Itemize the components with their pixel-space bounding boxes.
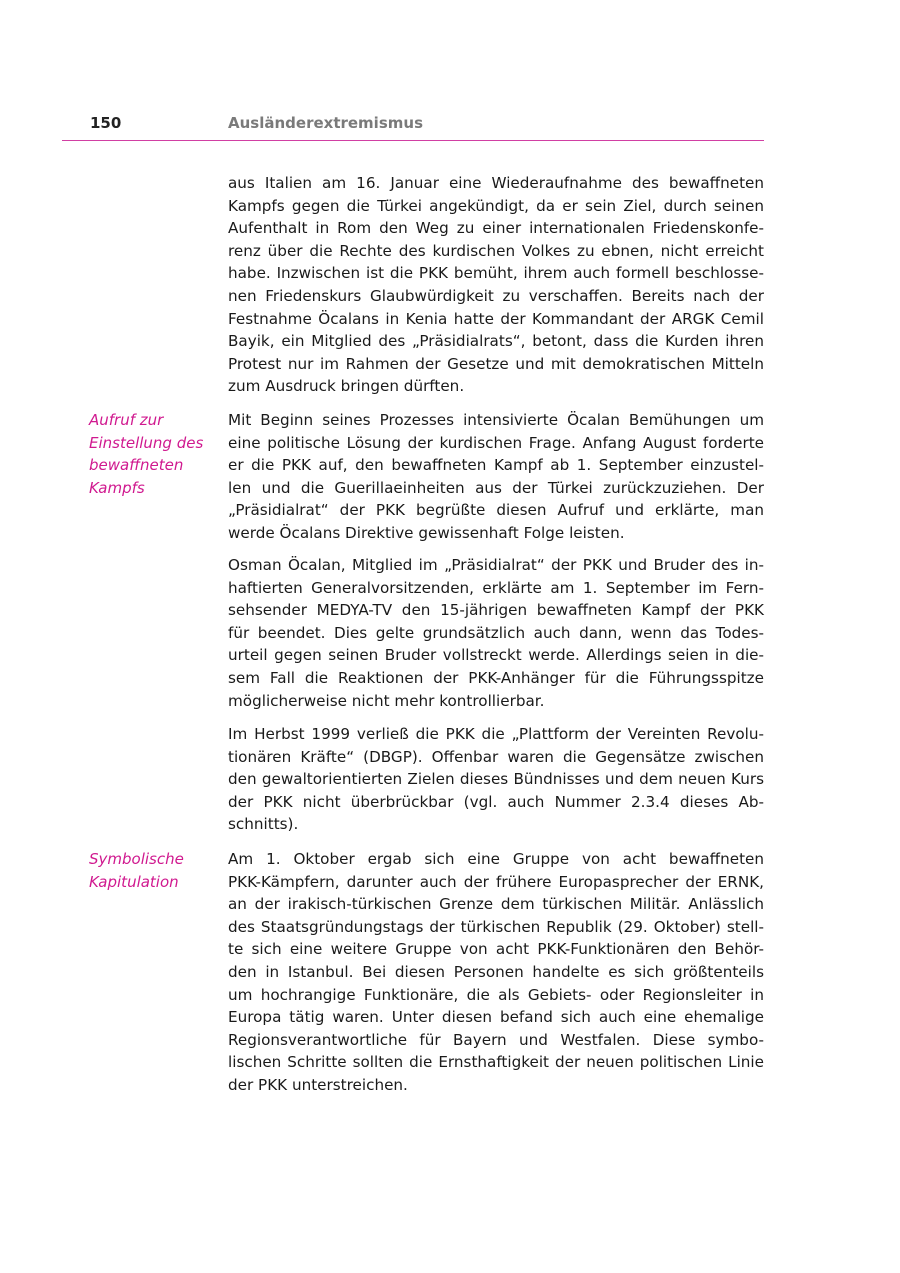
text-line: Am 1. Oktober ergab sich eine Gruppe von acht bewaffneten xyxy=(228,850,764,868)
text-line: den in Istanbul. Bei diesen Personen handelte es sich größtenteils xyxy=(228,962,764,981)
text-line: Regionsverantwortliche für Bayern und Westfalen. Diese symbo- xyxy=(228,1030,764,1049)
text-line: Europa tätig waren. Unter diesen befand sich auch eine ehemalige xyxy=(228,1008,764,1027)
text-line: für beendet. Dies gelte grundsätzlich auch dann, wenn das Todes- xyxy=(228,623,764,642)
text-line: Bayik, ein Mitglied des „Präsidialrats“, betont, dass die Kurden ihren xyxy=(228,332,764,351)
text-line: aus Italien am 16. Januar eine Wiederaufnahme des bewaffneten xyxy=(228,174,764,192)
text-line: sehsender MEDYA-TV den 15-jährigen bewaffneten Kampf der PKK xyxy=(228,601,764,620)
text-line: werde Öcalans Direktive gewissenhaft Folge leisten. xyxy=(228,523,625,542)
text-line: te sich eine weitere Gruppe von acht PKK-Funktionären den Behör- xyxy=(228,940,764,959)
paragraph-1 xyxy=(228,172,764,398)
text-line: Mit Beginn seines Prozesses intensivierte Öcalan Bemühungen um xyxy=(228,411,764,429)
text-line: um hochrangige Funktionäre, die als Gebiets- oder Regionsleiter in xyxy=(228,985,764,1004)
text-line: len und die Guerillaeinheiten aus der Türkei zurückzuziehen. Der xyxy=(228,478,764,497)
text-line: eine politische Lösung der kurdischen Frage. Anfang August forderte xyxy=(228,433,764,452)
text-line: Osman Öcalan, Mitglied im „Präsidialrat“ der PKK und Bruder des in- xyxy=(228,556,764,574)
margin-note-line: Aufruf zur xyxy=(89,411,164,429)
text-line: Aufenthalt in Rom den Weg zu einer internationalen Friedenskonfe- xyxy=(228,219,764,238)
page-header xyxy=(62,114,764,141)
text-line: PKK-Kämpfern, darunter auch der frühere Europasprecher der ERNK, xyxy=(228,872,764,891)
text-line: haftierten Generalvorsitzenden, erklärte am 1. September im Fern- xyxy=(228,578,764,597)
text-line: Kampfs gegen die Türkei angekündigt, da er sein Ziel, durch seinen xyxy=(228,196,764,215)
text-line: der PKK unterstreichen. xyxy=(228,1075,408,1094)
text-line: Protest nur im Rahmen der Gesetze und mit demokratischen Mitteln xyxy=(228,354,764,373)
margin-note-line: Kampfs xyxy=(89,478,145,497)
text-line: des Staatsgründungstags der türkischen Republik (29. Oktober) stell- xyxy=(228,917,764,936)
text-line: schnitts). xyxy=(228,815,299,834)
text-line: zum Ausdruck bringen dürften. xyxy=(228,377,465,396)
text-line: möglicherweise nicht mehr kontrollierbar. xyxy=(228,691,545,710)
text-line: er die PKK auf, den bewaffneten Kampf ab 1. September einzustel- xyxy=(228,456,764,475)
paragraph-2 xyxy=(228,409,764,545)
paragraph-4 xyxy=(228,723,764,836)
paragraph-5 xyxy=(228,848,764,1097)
margin-note-kapitulation xyxy=(89,848,209,893)
paragraph-3 xyxy=(228,554,764,712)
text-line: Festnahme Öcalans in Kenia hatte der Kommandant der ARGK Cemil xyxy=(228,309,764,328)
text-line: tionären Kräfte“ (DBGP). Offenbar waren die Gegensätze zwischen xyxy=(228,747,764,766)
running-title: Ausländerextremismus xyxy=(228,114,423,132)
margin-note-line: Symbolische xyxy=(89,850,184,868)
margin-note-line: bewaffneten xyxy=(89,456,184,475)
text-line: an der irakisch-türkischen Grenze dem türkischen Militär. Anlässlich xyxy=(228,895,764,914)
text-line: Im Herbst 1999 verließ die PKK die „Plattform der Vereinten Revolu- xyxy=(228,725,764,743)
page-number: 150 xyxy=(90,114,122,132)
text-line: sem Fall die Reaktionen der PKK-Anhänger für die Führungsspitze xyxy=(228,668,764,687)
text-line: lischen Schritte sollten die Ernsthaftigkeit der neuen politischen Linie xyxy=(228,1053,764,1072)
margin-note-line: Kapitulation xyxy=(89,872,179,891)
text-line: nen Friedenskurs Glaubwürdigkeit zu verschaffen. Bereits nach der xyxy=(228,286,764,305)
text-line: renz über die Rechte des kurdischen Volkes zu ebnen, nicht erreicht xyxy=(228,241,764,260)
text-line: den gewaltorientierten Zielen dieses Bündnisses und dem neuen Kurs xyxy=(228,770,764,789)
text-line: der PKK nicht überbrückbar (vgl. auch Nummer 2.3.4 dieses Ab- xyxy=(228,792,764,811)
text-line: habe. Inzwischen ist die PKK bemüht, ihrem auch formell beschlosse- xyxy=(228,264,764,283)
margin-note-line: Einstellung des xyxy=(89,433,204,452)
text-line: „Präsidialrat“ der PKK begrüßte diesen Aufruf und erklärte, man xyxy=(228,501,764,520)
margin-note-aufruf xyxy=(89,409,209,499)
text-line: urteil gegen seinen Bruder vollstreckt werde. Allerdings seien in die- xyxy=(228,646,764,665)
